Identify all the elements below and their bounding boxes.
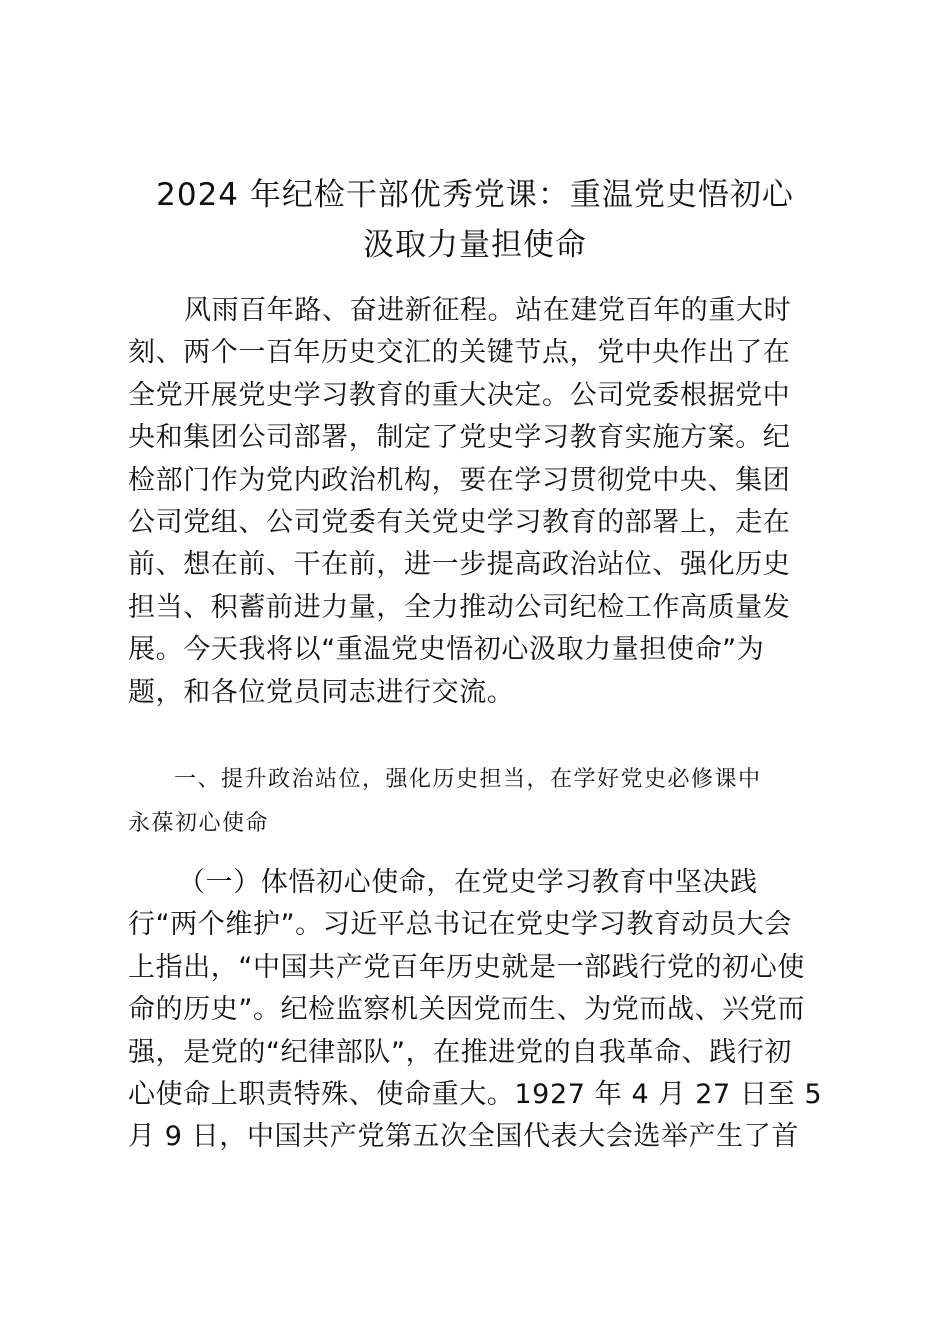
title-line-1: 2024 年纪检干部优秀党课：重温党史悟初心 [156,177,794,213]
section-heading-line: 永葆初心使命 [128,811,270,836]
section-heading [128,758,840,846]
section-heading-line: 一、提升政治站位，强化历史担当，在学好党史必修课中 [174,767,762,792]
intro-line: 公司党组、公司党委有关党史学习教育的部署上，走在 [128,507,791,539]
intro-line: 担当、积蓄前进力量，全力推动公司纪检工作高质量发 [128,591,791,623]
subsection-line: 行“两个维护”。习近平总书记在党史学习教育动员大会 [128,909,792,941]
intro-line: 风雨百年路、奋进新征程。站在建党百年的重大时 [184,295,792,326]
intro-line: 前、想在前、干在前，进一步提高政治站位、强化历史 [128,549,791,581]
subsection-line: 命的历史”。纪检监察机关因党而生、为党而战、兴党而 [128,994,805,1026]
subsection-line: 月 9 日，中国共产党第五次全国代表大会选举产生了首 [128,1121,799,1153]
intro-line: 央和集团公司部署，制定了党史学习教育实施方案。纪 [128,422,791,454]
subsection-line: 强，是党的“纪律部队”，在推进党的自我革命、践行初 [128,1036,792,1068]
intro-line: 刻、两个一百年历史交汇的关键节点，党中央作出了在 [128,337,791,369]
subsection-line: （一）体悟初心使命，在党史学习教育中坚决践 [178,867,758,898]
title-line-2: 汲取力量担使命 [363,227,587,263]
intro-line: 检部门作为党内政治机构，要在学习贯彻党中央、集团 [128,464,791,496]
subsection-paragraph [128,862,840,1159]
document-title [100,170,850,270]
intro-line: 展。今天我将以“重温党史悟初心汲取力量担使命”为 [128,634,765,666]
intro-line: 全党开展党史学习教育的重大决定。公司党委根据党中 [128,379,791,411]
subsection-line: 心使命上职责特殊、使命重大。1927 年 4 月 27 日至 5 [128,1079,823,1111]
intro-line: 题，和各位党员同志进行交流。 [128,676,515,708]
subsection-line: 上指出，“中国共产党百年历史就是一部践行党的初心使 [128,951,805,983]
intro-paragraph [128,290,840,714]
